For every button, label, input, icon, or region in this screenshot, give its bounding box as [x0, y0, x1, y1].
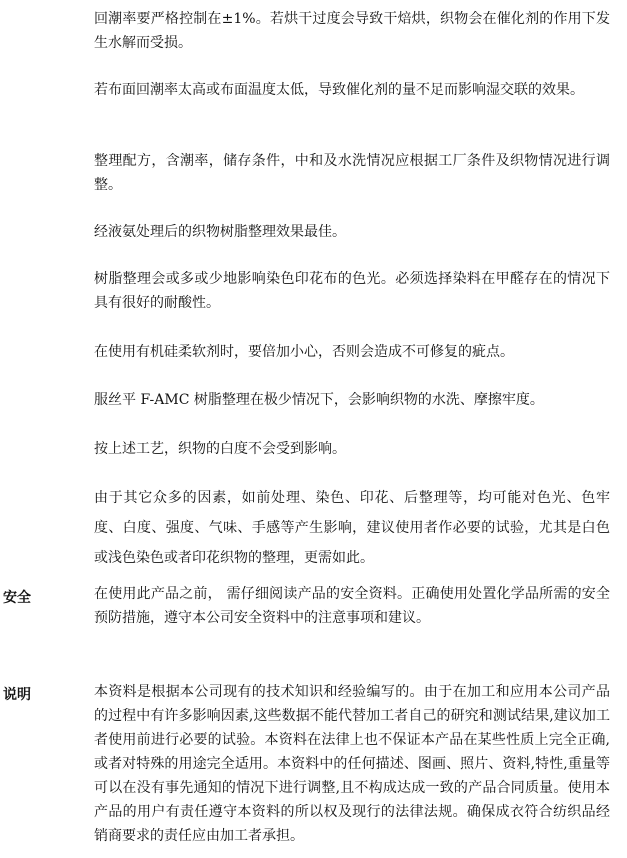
section-text-safety: 在使用此产品之前， 需仔细阅读产品的安全资料。正确使用处置化学品所需的安全预防措施，遵守本公司安全资料中的注意事项和建议。 — [94, 586, 610, 626]
paragraph-color-shade: 树脂整理会或多或少地影响染色印花布的色光。必须选择染料在甲醛存在的情况下具有很好的耐酸性。 — [94, 271, 610, 311]
section-title-note: 说明 — [3, 687, 31, 703]
paragraph-whiteness: 按上述工艺，织物的白度不会受到影响。 — [94, 441, 346, 457]
paragraph-catalyst-effect: 若布面回潮率太高或布面温度太低，导致催化剂的量不足而影响湿交联的效果。 — [94, 82, 584, 98]
paragraph-moisture-control: 回潮率要严格控制在±1%。若烘干过度会导致干焙烘，织物会在催化剂的作用下发生水解而受损。 — [94, 11, 610, 51]
paragraph-liquid-ammonia: 经液氨处理后的织物树脂整理效果最佳。 — [94, 224, 346, 240]
paragraph-silicone-softener: 在使用有机硅柔软剂时，要倍加小心，否则会造成不可修复的疵点。 — [94, 344, 514, 360]
section-title-safety: 安全 — [3, 590, 31, 606]
paragraph-other-factors: 由于其它众多的因素，如前处理、染色、印花、后整理等，均可能对色光、色牢度、白度、强度、气味、手感等产生影响，建议使用者作必要的试验，尤其是白色或浅色染色或者印花织物的整理，更需如此。 — [94, 490, 610, 566]
section-text-note: 本资料是根据本公司现有的技术知识和经验编写的。由于在加工和应用本公司产品的过程中有许多影响因素,这些数据不能代替加工者自己的研究和测试结果,建议加工者使用前进行必要的试验。本资料在法律上也不保证本产品在某些性质上完全正确,或者对特殊的用途完全适用。本资料中的任何描述、图画、照片、资料,特性,重量等可以在没有事先通知的情况下进行调整,且不构成达成一致的产品合同质量。使用本产品的用户有责任遵守本资料的所以权及现行的法律法规。确保成衣符合纺织品经销商要求的责任应由加工者承担。 — [94, 684, 610, 844]
paragraph-formula-adjustment: 整理配方，含潮率，储存条件，中和及水洗情况应根据工厂条件及织物情况进行调整。 — [94, 153, 610, 193]
paragraph-fastness: 服丝平 F-AMC 树脂整理在极少情况下，会影响织物的水洗、摩擦牢度。 — [94, 392, 544, 408]
